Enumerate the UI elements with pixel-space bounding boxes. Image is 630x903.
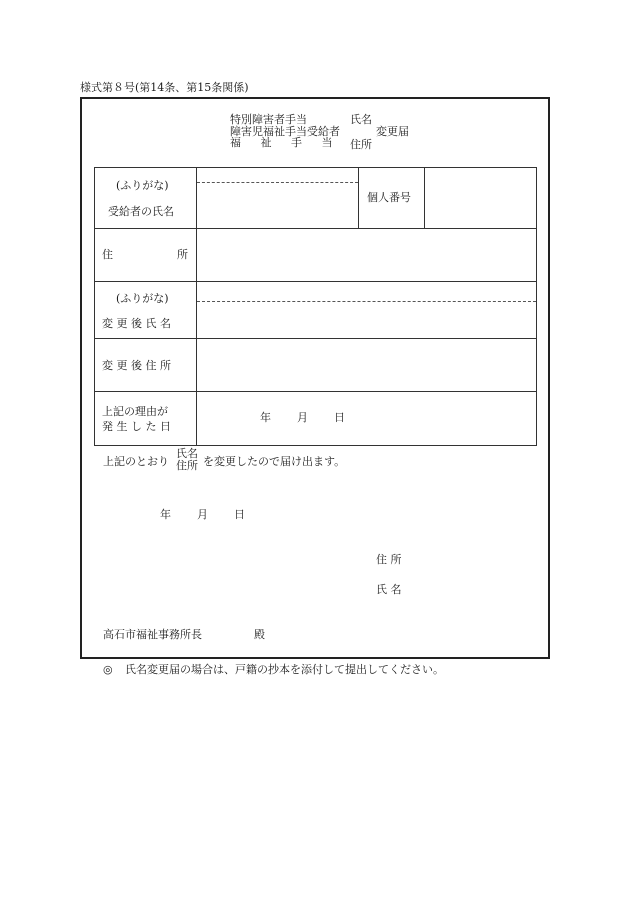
- address-field[interactable]: [197, 229, 535, 280]
- applicant-address-field[interactable]: [420, 550, 530, 568]
- submission-day-label: 日: [234, 508, 245, 521]
- reason-label-line1: 上記の理由が: [102, 405, 168, 418]
- reason-label-line2: 発 生 し た 日: [102, 420, 171, 433]
- change-item-name: 氏名: [350, 113, 372, 126]
- table-line-2: [94, 281, 537, 282]
- change-notice-title: 変更届: [376, 125, 409, 138]
- footnote-mark: ◎: [103, 663, 113, 676]
- submission-month-label: 月: [197, 508, 208, 521]
- recipient-name-field[interactable]: [197, 184, 357, 227]
- recipient-furigana-field[interactable]: [197, 169, 357, 181]
- personal-number-label: 個人番号: [367, 191, 411, 204]
- statement-stacked: 氏名 住所: [176, 447, 198, 472]
- submission-year-label: 年: [160, 508, 171, 521]
- form-number: 様式第８号(第14条、第15条関係): [80, 81, 249, 94]
- furigana-label-2: (ふりがな): [116, 292, 169, 305]
- furigana-label: (ふりがな): [116, 179, 169, 192]
- reason-day-label: 日: [334, 411, 345, 424]
- applicant-address-label: 住 所: [376, 553, 402, 566]
- new-name-label: 変 更 後 氏 名: [102, 317, 171, 330]
- personal-number-left-divider: [358, 167, 359, 228]
- statement-prefix: 上記のとおり: [103, 455, 169, 468]
- table-line-4: [94, 391, 537, 392]
- furigana-dashed-line-2: [197, 301, 536, 302]
- table-bottom-border: [94, 445, 537, 446]
- new-name-furigana-field[interactable]: [197, 283, 535, 300]
- change-item-address: 住所: [350, 138, 372, 151]
- applicant-name-field[interactable]: [420, 580, 530, 598]
- new-name-field[interactable]: [197, 303, 535, 337]
- title-special-disability: 特別障害者手当: [230, 113, 307, 126]
- addressee-honorific: 殿: [254, 628, 265, 641]
- personal-number-field[interactable]: [425, 168, 535, 227]
- new-address-field[interactable]: [197, 339, 535, 390]
- new-address-label: 変 更 後 住 所: [102, 359, 171, 372]
- form-title-stack: [230, 114, 341, 149]
- footnote-text: 氏名変更届の場合は、戸籍の抄本を添付して提出してください。: [125, 663, 444, 676]
- table-left-border: [94, 167, 95, 446]
- furigana-dashed-line: [197, 182, 358, 183]
- statement-suffix: を変更したので届け出ます。: [203, 455, 346, 468]
- title-welfare-allowance: 福 祉 手 当: [230, 136, 341, 150]
- reason-year-label: 年: [260, 411, 271, 424]
- table-right-border: [536, 167, 537, 446]
- applicant-name-label: 氏 名: [376, 583, 402, 596]
- reason-month-label: 月: [297, 411, 308, 424]
- recipient-name-label: 受給者の氏名: [108, 205, 174, 218]
- address-label: 住 所: [102, 248, 188, 261]
- title-child-welfare: 障害児福祉手当受給者: [230, 124, 340, 138]
- addressee-office: 高石市福祉事務所長: [103, 628, 202, 641]
